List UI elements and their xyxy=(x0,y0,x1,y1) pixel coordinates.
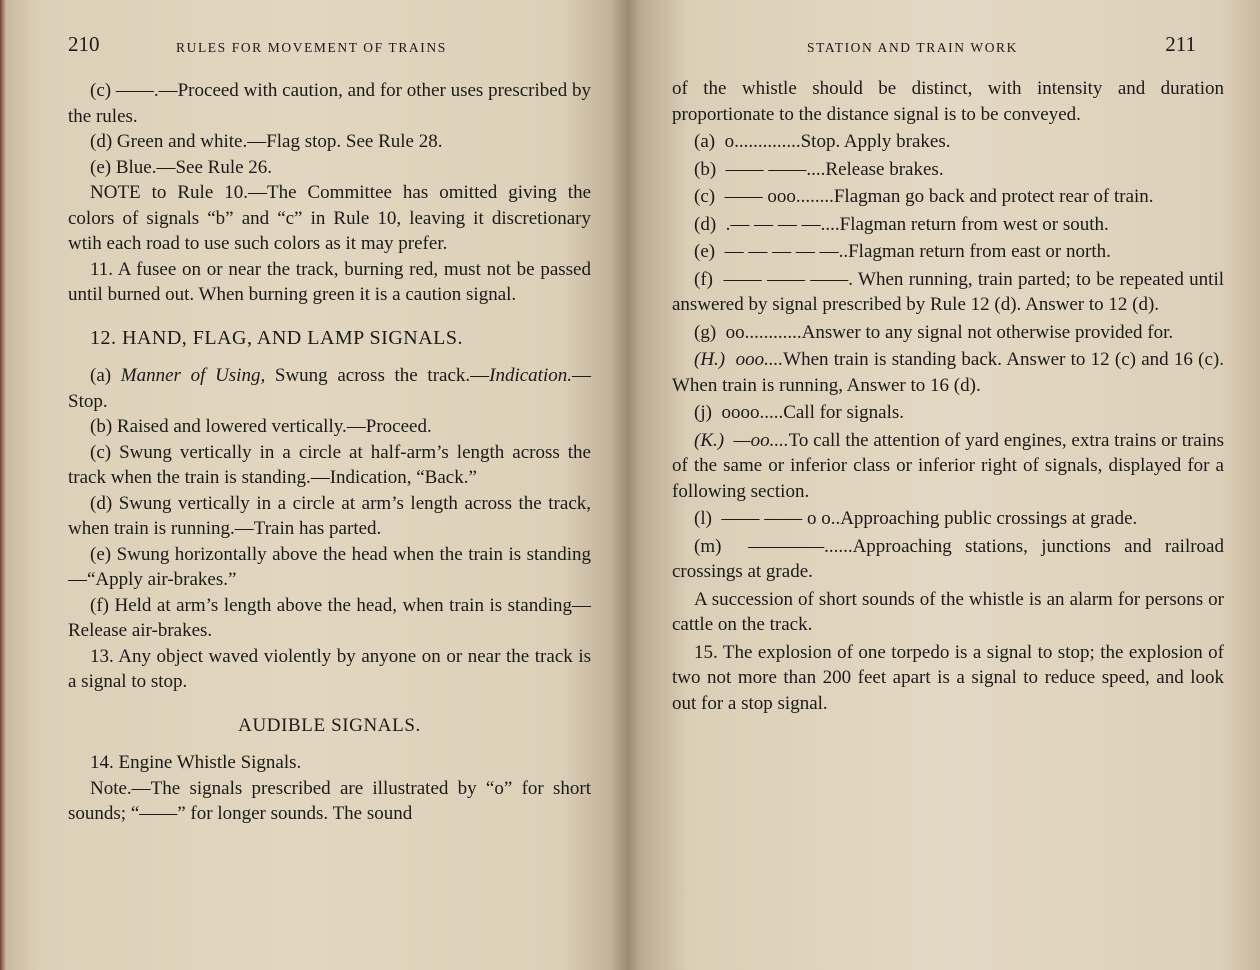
right-running-head: STATION AND TRAIN WORK xyxy=(807,40,1018,55)
left-running-head: RULES FOR MOVEMENT OF TRAINS xyxy=(176,40,447,55)
hand-signal-c: (c) Swung vertically in a circle at half-arm’s length across the track when the train is standing.—Indication, “Back.” xyxy=(68,441,591,488)
whistle-signal-j: (j) oooo.....Call for signals. xyxy=(694,402,905,423)
hand-signal-f: (f) Held at arm’s length above the head, when train is standing—Release air-brakes. xyxy=(68,594,591,641)
whistle-signal-h: (H.) ooo....When train is standing back. Answer to 12 (c) and 16 (c). When train is running, Answer to 16 (d). xyxy=(672,349,1225,396)
paragraph: (d) Green and white.—Flag stop. See Rule 28. xyxy=(90,131,443,152)
whistle-signal-a: (a) o..............Stop. Apply brakes. xyxy=(694,131,951,152)
whistle-signal-b: (b) —— ——....Release brakes. xyxy=(694,158,944,180)
left-page-body xyxy=(68,78,591,827)
whistle-signal-f: (f) —— —— ——. When running, train parted; to be repeated until answered by signal prescribed by Rule 12 (d). Answer to 12 (d). xyxy=(672,268,1224,315)
whistle-signal-k: (K.) —oo....To call the attention of yard engines, extra trains or trains of the same or inferior class or inferior right of signals, displayed for a following section. xyxy=(672,429,1225,502)
rule-13: 13. Any object waved violently by anyone on or near the track is a signal to stop. xyxy=(68,645,591,692)
paragraph: (c) ——.—Proceed with caution, and for other uses prescribed by the rules. xyxy=(68,80,591,127)
right-page-header xyxy=(630,32,1260,62)
right-page-body xyxy=(672,76,1224,716)
paragraph: NOTE to Rule 10.—The Committee has omitted giving the colors of signals “b” and “c” in Rule 10, leaving it discretionary wtih each road to use such colors as it may prefer. xyxy=(68,182,591,254)
right-page xyxy=(630,0,1260,970)
left-page-number: 210 xyxy=(68,32,100,56)
paragraph: (e) Blue.—See Rule 26. xyxy=(90,156,273,178)
right-page-number: 211 xyxy=(1165,32,1196,56)
audible-signals-heading: AUDIBLE SIGNALS. xyxy=(238,714,421,736)
whistle-signal-c: (c) —— ooo........Flagman go back and protect rear of train. xyxy=(694,186,1154,207)
paragraph: 11. A fusee on or near the track, burning red, must not be passed until burned out. When burning green it is a caution signal. xyxy=(68,258,591,305)
hand-signal-d: (d) Swung vertically in a circle at arm’s length across the track, when train is running.—Train has parted. xyxy=(68,492,592,539)
whistle-signal-e: (e) — — — — —..Flagman return from east or north. xyxy=(694,241,1111,262)
hand-signal-b: (b) Raised and lowered vertically.—Proceed. xyxy=(90,416,432,437)
left-page-header xyxy=(0,32,630,62)
rule-14: 14. Engine Whistle Signals. xyxy=(90,752,302,773)
alarm-paragraph: A succession of short sounds of the whistle is an alarm for persons or cattle on the track. xyxy=(672,588,1224,635)
hand-signal-e: (e) Swung horizontally above the head when the train is standing—“Apply air-brakes.” xyxy=(68,543,591,590)
paragraph: of the whistle should be distinct, with intensity and duration proportionate to the distance signal is to be conveyed. xyxy=(672,78,1224,125)
note-14: Note.—The signals prescribed are illustrated by “o” for short sounds; “——” for longer sounds. The sound xyxy=(68,777,591,824)
whistle-signal-d: (d) .— — — —....Flagman return from west or south. xyxy=(694,213,1109,235)
whistle-signal-g: (g) oo............Answer to any signal not otherwise provided for. xyxy=(694,321,1174,343)
rule-15: 15. The explosion of one torpedo is a signal to stop; the explosion of two not more than 200 feet apart is a signal to reduce speed, and look out for a stop signal. xyxy=(672,641,1224,714)
whistle-signal-l: (l) —— —— o o..Approaching public crossings at grade. xyxy=(694,508,1138,529)
whistle-signal-m: (m) ————......Approaching stations, junctions and railroad crossings at grade. xyxy=(672,535,1224,582)
section-heading: 12. HAND, FLAG, AND LAMP SIGNALS. xyxy=(90,326,464,349)
hand-signal-a: (a) Manner of Using, Swung across the track.—Indication.—Stop. xyxy=(68,365,591,412)
